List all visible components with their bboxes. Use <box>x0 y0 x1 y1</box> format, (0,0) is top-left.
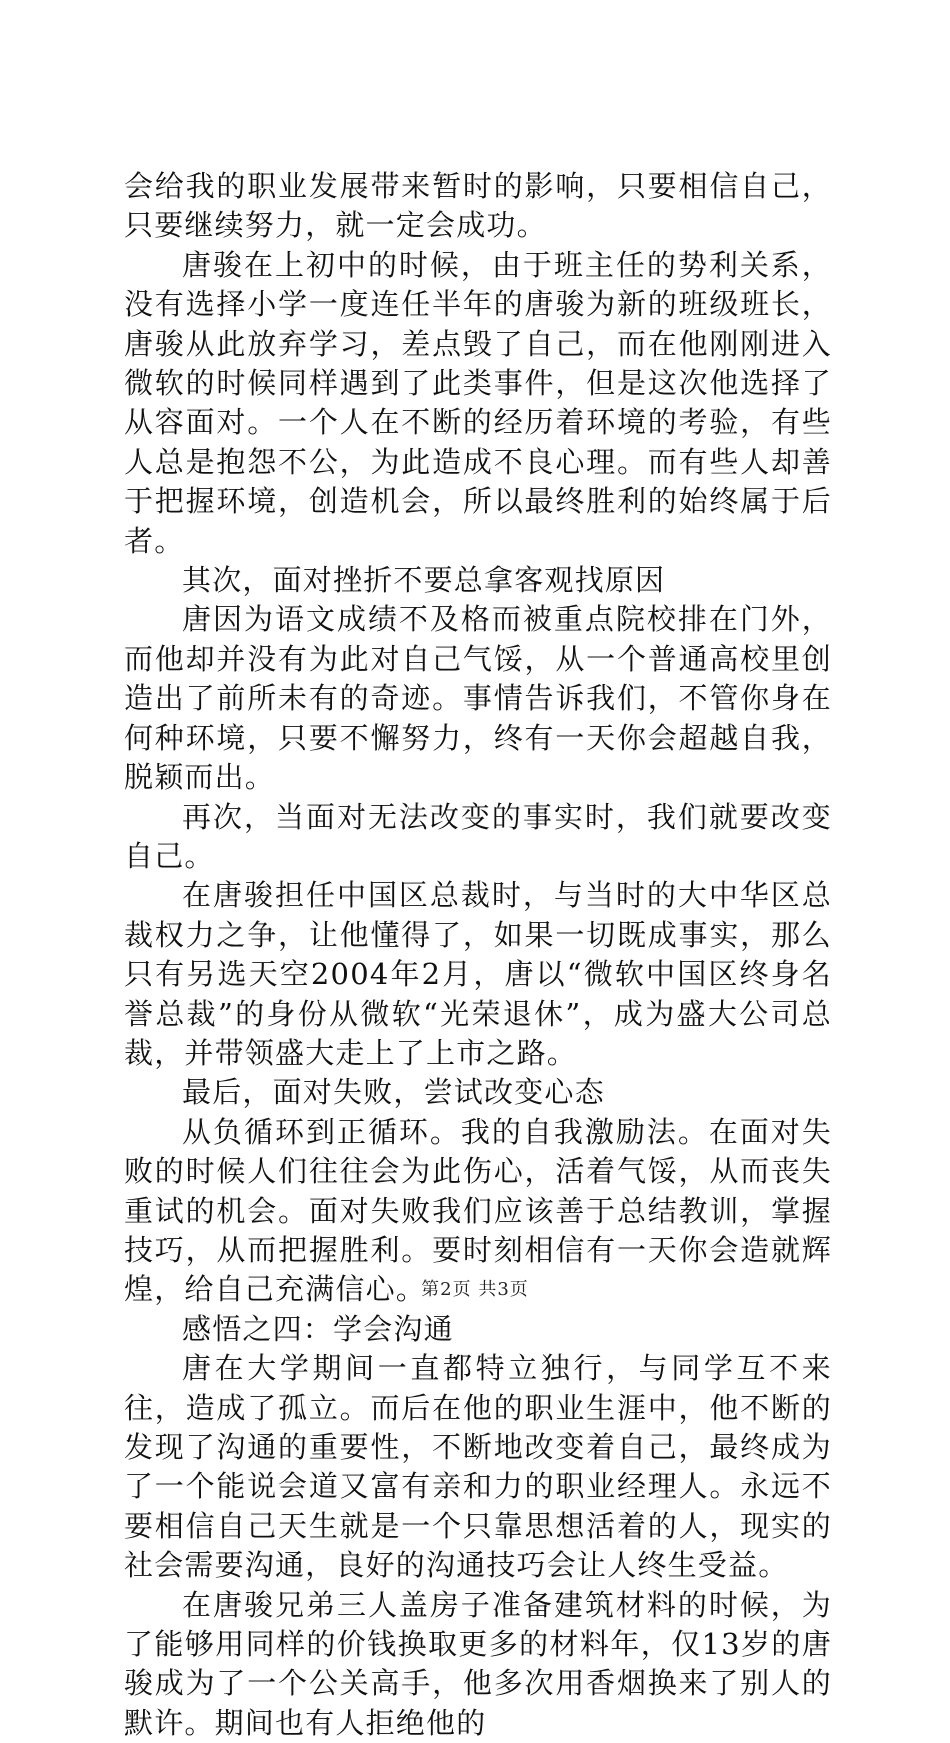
paragraph-1: 会给我的职业发展带来暂时的影响，只要相信自己，只要继续努力，就一定会成功。 <box>124 169 832 243</box>
paragraph-7-heading: 最后，面对失败，尝试改变心态 <box>182 1075 605 1110</box>
paragraph-2: 唐骏在上初中的时候，由于班主任的势利关系，没有选择小学一度连任半年的唐骏为新的班级班长，唐骏从此放弃学习，差点毁了自己，而在他刚刚进入微软的时候同样遇到了此类事件，但是这次他选择了从容面对。一个人在不断的经历着环境的考验，有些人总是抱怨不公，为此造成不良心理。而有些人却善于把握环境，创造机会，所以最终胜利的始终属于后者。 <box>124 247 832 558</box>
paragraph-11: 在唐骏兄弟三人盖房子准备建筑材料的时候，为了能够用同样的价钱换取更多的材料年，仅13岁的唐骏成为了一个公关高手，他多次用香烟换来了别人的默许。期间也有人拒绝他的 <box>124 1587 832 1740</box>
page-number-footer: 第2页 共3页 <box>421 1279 529 1300</box>
document-body <box>124 167 832 1743</box>
paragraph-9-heading: 感悟之四：学会沟通 <box>182 1311 454 1346</box>
paragraph-5-heading: 再次，当面对无法改变的事实时，我们就要改变自己。 <box>124 799 832 873</box>
paragraph-6: 在唐骏担任中国区总裁时，与当时的大中华区总裁权力之争，让他懂得了，如果一切既成事实，那么只有另选天空2004年2月，唐以“微软中国区终身名誉总裁”的身份从微软“光荣退休”，成为盛大公司总裁，并带领盛大走上了上市之路。 <box>124 878 832 1070</box>
paragraph-8: 从负循环到正循环。我的自我激励法。在面对失败的时候人们往往会为此伤心，活着气馁，从而丧失重试的机会。面对失败我们应该善于总结教训，掌握技巧，从而把握胜利。要时刻相信有一天你会造就辉煌，给自己充满信心。 <box>124 1114 832 1307</box>
paragraph-3-heading: 其次，面对挫折不要总拿客观找原因 <box>182 563 666 598</box>
paragraph-10: 唐在大学期间一直都特立独行，与同学互不来往，造成了孤立。而后在他的职业生涯中，他不断的发现了沟通的重要性，不断地改变着自己，最终成为了一个能说会道又富有亲和力的职业经理人。永远不要相信自己天生就是一个只靠思想活着的人，现实的社会需要沟通，良好的沟通技巧会让人终生受益。 <box>124 1351 832 1583</box>
paragraph-4: 唐因为语文成绩不及格而被重点院校排在门外，而他却并没有为此对自己气馁，从一个普通高校里创造出了前所未有的奇迹。事情告诉我们，不管你身在何种环境，只要不懈努力，终有一天你会超越自我，脱颖而出。 <box>124 602 832 795</box>
